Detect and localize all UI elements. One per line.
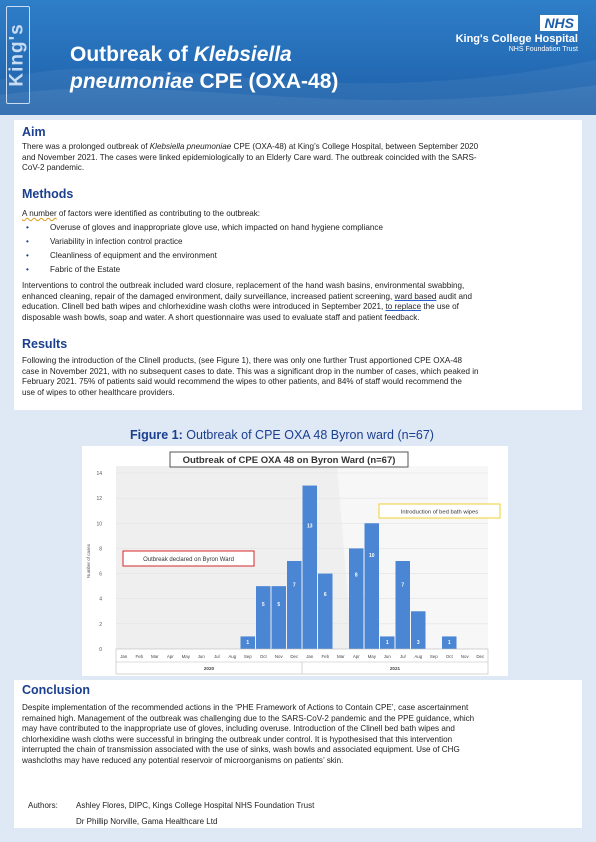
x-tick-label: Nov <box>460 654 469 659</box>
nhs-logo: NHS <box>540 15 578 31</box>
kings-logo <box>6 6 30 104</box>
trust-name: NHS Foundation Trust <box>508 46 578 53</box>
list-item: • Variability in infection control practice <box>22 235 574 249</box>
x-tick-label: Jul <box>399 654 406 659</box>
methods-intro: A number of factors were identified as contributing to the outbreak: <box>22 209 261 218</box>
x-tick-label: Sep <box>243 654 252 659</box>
y-axis-label: Number of cases <box>86 543 91 579</box>
data-label: 8 <box>354 572 358 579</box>
x-tick-label: Aug <box>228 654 237 659</box>
kings-logo-text: King's <box>7 23 29 87</box>
list-item: • Overuse of gloves and inappropriate glove use, which impacted on hand hygiene compliance <box>22 221 574 235</box>
data-label: 5 <box>277 601 281 608</box>
conclusion-text: Despite implementation of the recommended actions in the ‘PHE Framework of Actions to Contain CPE’, case ascertainment remained high. Management of the outbreak was challenging due to the SARS-CoV-2 pandemic and the PPE guidance, which may have contributed to the inappropriate use of gloves, including overuse. Introduction of the Clinell bed bath wipes and chlorhexidine wash cloths were successful in bringing the outbreak under control. It is hypothesised that this intervention interrupted the chain of transmission associated with the use of sinks, wash bowls and associated equipment. Use of CHG washcloths may have reduced any potential reservoir of microorganisms on patients’ skin. <box>22 703 475 765</box>
aim-heading: Aim <box>22 125 46 139</box>
outbreak-bar-chart <box>82 446 508 676</box>
data-label: 7 <box>292 582 296 589</box>
author-1: Ashley Flores, DIPC, Kings College Hospital NHS Foundation Trust <box>76 801 315 810</box>
y-tick-label: 12 <box>96 496 102 503</box>
poster-title: Outbreak of Klebsiella pneumoniae CPE (OXA-48) <box>70 43 339 93</box>
bar <box>303 486 318 649</box>
y-tick-label: 8 <box>99 546 102 553</box>
bar <box>349 548 364 649</box>
y-tick-label: 6 <box>99 571 102 578</box>
poster-header <box>0 0 596 115</box>
bar <box>396 561 411 649</box>
x-tick-label: Jan <box>306 654 314 659</box>
x-tick-label: Feb <box>135 654 144 659</box>
data-label: 3 <box>416 640 420 646</box>
data-label: 10 <box>368 552 375 559</box>
data-label: 6 <box>323 592 327 599</box>
data-label: 5 <box>261 601 265 608</box>
x-tick-label: Feb <box>321 654 330 659</box>
annotation-outbreak: Outbreak declared on Byron Ward <box>143 557 234 563</box>
y-tick-label: 10 <box>96 521 102 528</box>
x-tick-label: Jun <box>197 654 205 659</box>
x-year-label: 2021 <box>389 666 401 671</box>
x-tick-label: Mar <box>336 654 345 659</box>
data-label: 1 <box>385 640 389 646</box>
x-tick-label: Apr <box>352 654 360 659</box>
methods-paragraph: Interventions to control the outbreak included ward closure, replacement of the hand wash basins, environmental swabbing, enhanced cleaning, repair of the damaged environment, daily surveillance, increased patient screening, ward based audit and education. Clinell bed bath wipes and chlorhexidine wash cloths were introduced in September 2021, to replace the use of disposable wash bowls, soap and water. A short questionnaire was used to evaluate staff and patient feedback. <box>22 281 472 322</box>
y-tick-label: 0 <box>99 647 102 653</box>
aim-text: There was a prolonged outbreak of Klebsiella pneumoniae CPE (OXA-48) at King’s College Hospital, between September 2020 and November 2021. The cases were linked epidemiologically to an Elderly Care ward. The outbreak coincided with the SARS- CoV-2 pandemic. <box>22 142 479 173</box>
x-tick-label: Oct <box>259 654 267 659</box>
x-tick-label: Apr <box>166 654 174 659</box>
methods-heading: Methods <box>22 187 74 201</box>
data-label: 7 <box>401 582 405 589</box>
data-label: 13 <box>306 523 313 530</box>
authors-label: Authors: <box>28 801 58 810</box>
hospital-name: King's College Hospital <box>455 33 578 45</box>
methods-bullet-list <box>22 221 574 277</box>
x-tick-label: May <box>181 654 190 659</box>
y-tick-label: 2 <box>99 621 102 628</box>
bar <box>365 523 380 649</box>
figure-caption: Figure 1: Outbreak of CPE OXA 48 Byron ward (n=67) <box>130 428 434 442</box>
bar <box>287 561 302 649</box>
conclusion-heading: Conclusion <box>22 683 91 697</box>
x-tick-label: Mar <box>150 654 159 659</box>
bar <box>318 574 333 649</box>
author-2: Dr Phillip Norville, Gama Healthcare Ltd <box>76 817 218 826</box>
x-year-label: 2020 <box>203 666 215 671</box>
x-tick-label: Dec <box>476 654 485 659</box>
x-tick-label: Jan <box>120 654 128 659</box>
annotation-wipes: Introduction of bed bath wipes <box>400 509 479 516</box>
x-tick-label: Dec <box>290 654 299 659</box>
x-tick-label: Jun <box>383 654 391 659</box>
list-item: • Cleanliness of equipment and the environment <box>22 249 574 263</box>
data-label: 1 <box>246 640 250 646</box>
x-tick-label: Nov <box>274 654 283 659</box>
bar <box>272 586 287 649</box>
y-tick-label: 4 <box>99 596 102 603</box>
x-tick-label: Sep <box>429 654 438 659</box>
x-tick-label: May <box>367 654 376 659</box>
x-tick-label: Oct <box>445 654 453 659</box>
hospital-name-block <box>456 33 578 53</box>
results-text: Following the introduction of the Clinell products, (see Figure 1), there was only one further Trust apportioned CPE OXA-48 case in November 2021, with no subsequent cases to date. This was a significant drop in the number of cases, which peaked in February 2021. 75% of patients said would recommend the wipes to other patients, and 84% of staff would recommend the use of wipes to other healthcare providers. <box>22 356 479 397</box>
list-item: • Fabric of the Estate <box>22 263 574 277</box>
results-heading: Results <box>22 337 68 351</box>
bar <box>256 586 271 649</box>
y-tick-label: 14 <box>96 471 102 477</box>
chart-title: Outbreak of CPE OXA 48 on Byron Ward (n=67) <box>182 455 396 466</box>
authors-block <box>28 798 314 830</box>
data-label: 1 <box>447 640 451 646</box>
x-tick-label: Jul <box>213 654 220 659</box>
x-tick-label: Aug <box>414 654 423 659</box>
